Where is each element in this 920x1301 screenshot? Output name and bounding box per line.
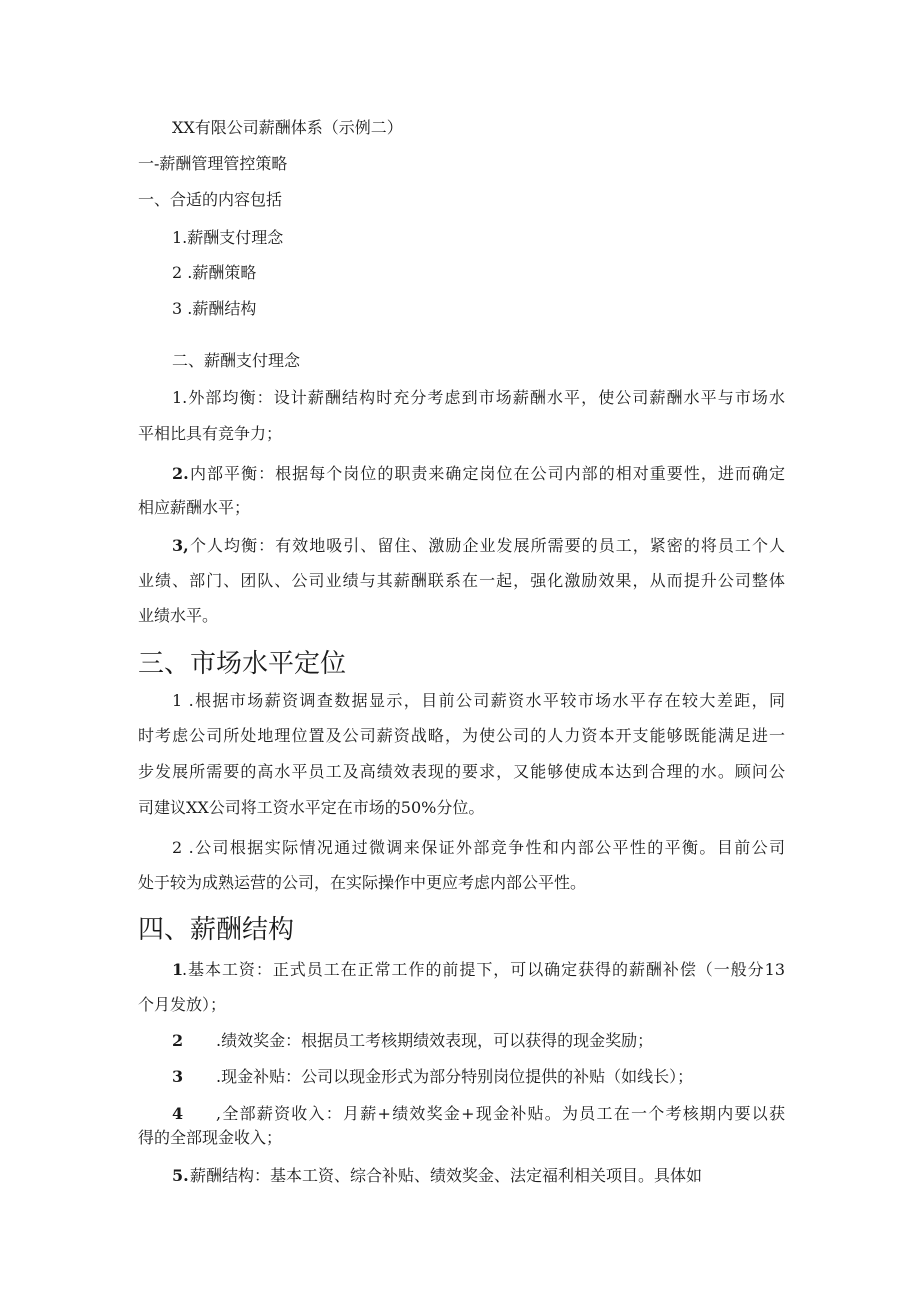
- paragraph-line: 1.外部均衡：设计薪酬结构时充分考虑到市场薪酬水平，使公司薪酬水平与市场水: [172, 388, 785, 407]
- paragraph-number: 3: [172, 1067, 184, 1086]
- list-item: 2 .薪酬策略: [172, 263, 257, 282]
- paragraph-line: 个人均衡：有效地吸引、留住、激励企业发展所需要的员工，紧密的将员工个人: [190, 536, 785, 555]
- part-heading: 一-薪酬管理管控策略: [138, 154, 288, 173]
- paragraph-line: 处于较为成熟运营的公司，在实际操作中更应考虑内部公平性。: [138, 873, 587, 892]
- paragraph-line: .绩效奖金：根据员工考核期绩效表现，可以获得的现金奖励；: [216, 1031, 654, 1050]
- paragraph-line: 薪酬结构：基本工资、综合补贴、绩效奖金、法定福利相关项目。具体如: [190, 1166, 703, 1185]
- paragraph-line: .基本工资：正式员工在正常工作的前提下，可以确定获得的薪酬补偿（一般分13: [182, 960, 785, 979]
- paragraph-line: 步发展所需要的高水平员工及高绩效表现的要求，又能够使成本达到合理的水。顾问公: [138, 762, 785, 781]
- paragraph-number: 1: [172, 960, 184, 979]
- paragraph-number: 5.: [172, 1166, 189, 1185]
- section-2-heading: 二、薪酬支付理念: [172, 351, 301, 370]
- paragraph-number: 4: [172, 1104, 184, 1123]
- section-3-heading: 三、市场水平定位: [138, 649, 347, 679]
- list-item: 1.薪酬支付理念: [172, 228, 284, 247]
- paragraph-number: 2.: [172, 464, 189, 483]
- paragraph-line: 业绩、部门、团队、公司业绩与其薪酬联系在一起，强化激励效果，从而提升公司整体: [138, 571, 785, 590]
- paragraph-line: 司建议XX公司将工资水平定在市场的50%分位。: [138, 798, 485, 817]
- paragraph-number: 3,: [172, 536, 189, 555]
- paragraph-line: 相应薪酬水平；: [138, 498, 251, 517]
- paragraph-line: 内部平衡：根据每个岗位的职责来确定岗位在公司内部的相对重要性，进而确定: [190, 464, 785, 483]
- list-item: 3 .薪酬结构: [172, 299, 257, 318]
- paragraph-line: 1 .根据市场薪资调查数据显示，目前公司薪资水平较市场水平存在较大差距，同: [172, 691, 785, 710]
- paragraph-line: 2 .公司根据实际情况通过微调来保证外部竞争性和内部公平性的平衡。目前公司: [172, 838, 785, 857]
- paragraph-line: ,全部薪资收入：月薪+绩效奖金+现金补贴。为员工在一个考核期内要以获: [216, 1104, 785, 1123]
- document-title: XX有限公司薪酬体系（示例二）: [172, 118, 403, 137]
- paragraph-line: 个月发放）；: [138, 995, 227, 1014]
- section-4-heading: 四、薪酬结构: [138, 915, 295, 945]
- paragraph-line: 时考虑公司所处地理位置及公司薪资战略，为使公司的人力资本开支能够既能满足进一: [138, 726, 785, 745]
- paragraph-line: 平相比具有竞争力；: [138, 424, 283, 443]
- section-1-heading: 一、合适的内容包括: [138, 190, 283, 209]
- paragraph-line: 业绩水平。: [138, 606, 219, 625]
- paragraph-number: 2: [172, 1031, 184, 1050]
- paragraph-line: .现金补贴：公司以现金形式为部分特别岗位提供的补贴（如线长）；: [216, 1067, 694, 1086]
- paragraph-line: 得的全部现金收入；: [138, 1128, 283, 1147]
